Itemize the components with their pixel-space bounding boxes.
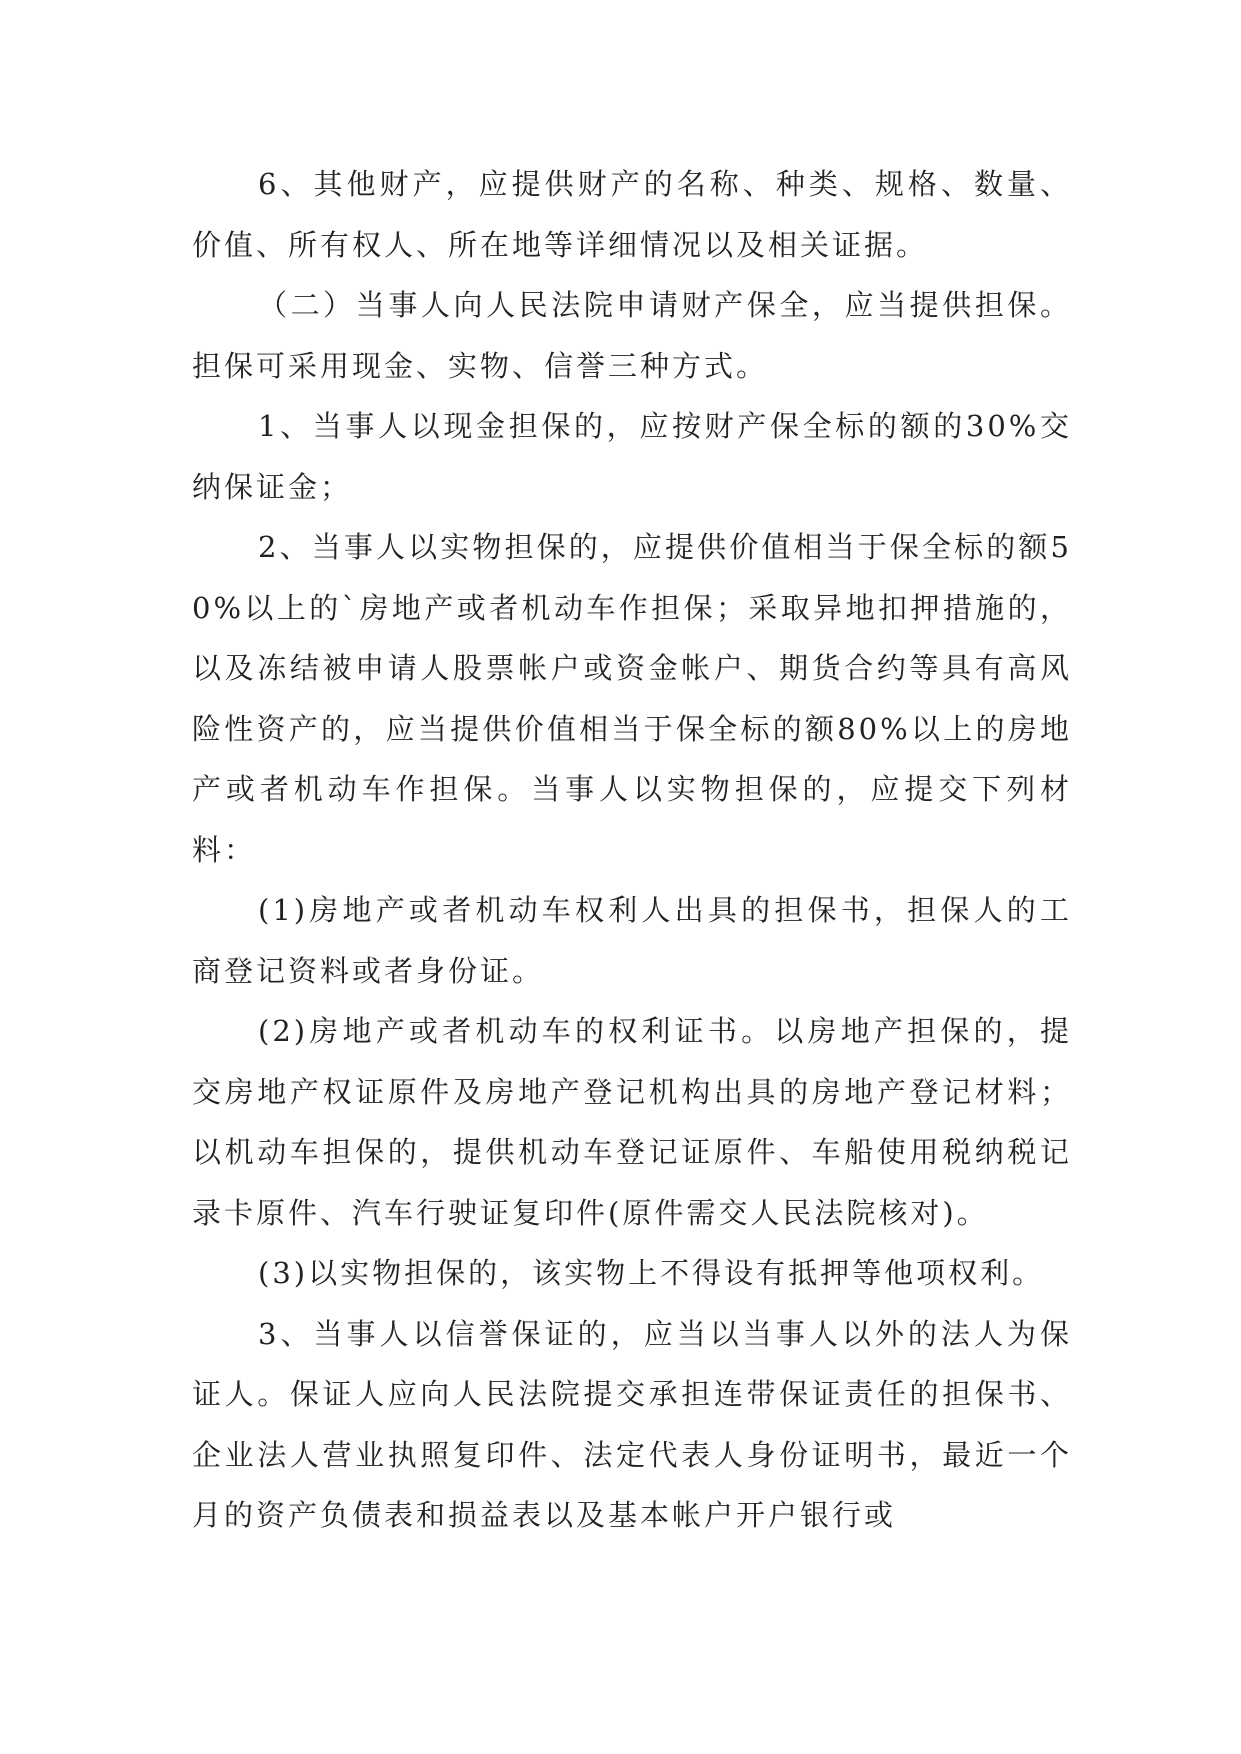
paragraph-physical-guarantee: 2、当事人以实物担保的，应提供价值相当于保全标的额50%以上的`房地产或者机动车作担保；采取异地扣押措施的，以及冻结被申请人股票帐户或资金帐户、期货合约等具有高风险性资产的，应当提供价值相当于保全标的额80%以上的房地产或者机动车作担保。当事人以实物担保的，应提交下列材料： [192,530,1072,867]
paragraph-item-2: (2)房地产或者机动车的权利证书。以房地产担保的，提交房地产权证原件及房地产登记机构出具的房地产登记材料；以机动车担保的，提供机动车登记证原件、车船使用税纳税记录卡原件、汽车行驶证复印件(原件需交人民法院核对)。 [192,1014,1072,1230]
paragraph-item-3: (3)以实物担保的，该实物上不得设有抵押等他项权利。 [258,1256,1045,1290]
paragraph-item-1: (1)房地产或者机动车权利人出具的担保书，担保人的工商登记资料或者身份证。 [192,893,1072,988]
paragraph-cash-guarantee: 1、当事人以现金担保的，应按财产保全标的额的30%交纳保证金； [192,409,1072,504]
paragraph-guarantee-requirement: （二）当事人向人民法院申请财产保全，应当提供担保。担保可采用现金、实物、信誉三种方式。 [192,288,1072,383]
paragraph-credit-guarantee: 3、当事人以信誉保证的，应当以当事人以外的法人为保证人。保证人应向人民法院提交承担连带保证责任的担保书、企业法人营业执照复印件、法定代表人身份证明书，最近一个月的资产负债表和损益表以及基本帐户开户银行或 [192,1316,1072,1532]
paragraph-other-property: 6、其他财产，应提供财产的名称、种类、规格、数量、价值、所有权人、所在地等详细情况以及相关证据。 [192,167,1072,262]
document-page [192,154,1072,1546]
